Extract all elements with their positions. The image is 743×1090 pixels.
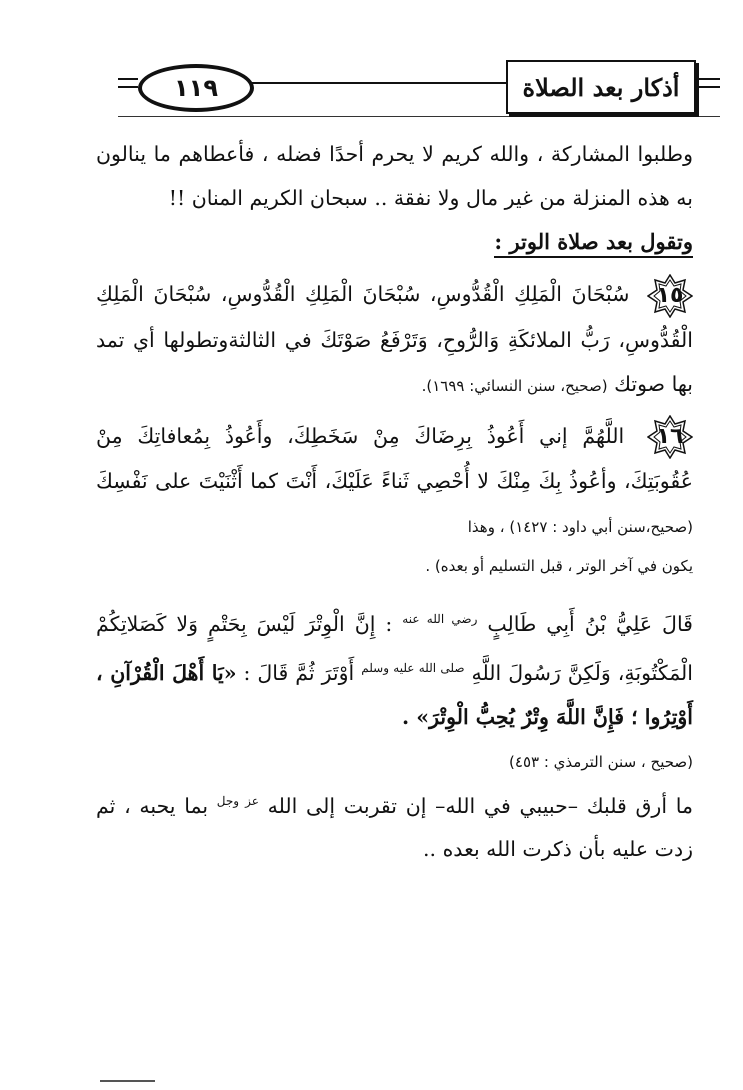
page-number: ١١٩ xyxy=(138,64,254,112)
dhikr-16-text: اللَّهُمَّ إني أَعُوذُ بِرِضَاكَ مِنْ سَخَطِكَ، وأَعُوذُ بِمُعافاتِكَ مِنْ عُقُوبَتِكَ، وأعُوذُ بِكَ مِنْكَ لا أُحْصِي ثَناءً عَلَيْكَ، أَنْتَ كما أَثْنَيْتَ على نَفْسِكَ xyxy=(96,423,693,493)
dhikr-15 xyxy=(96,272,693,408)
section-heading: وتقول بعد صلاة الوتر : xyxy=(96,220,693,264)
dhikr-16-note: يكون في آخر الوتر ، قبل التسليم أو بعده) . xyxy=(425,557,693,575)
number-badge-16: ١٦ xyxy=(647,415,693,459)
dhikr-15-text: سُبْحَانَ الْمَلِكِ الْقُدُّوسِ، سُبْحَانَ الْمَلِكِ الْقُدُّوسِ، سُبْحَانَ الْمَلِكِ الْقُدُّوسِ، رَبُّ الملائكَةِ وَالرُّوحِ، وَتَرْفَعُ صَوْتَكَ في الثالثةوتطولها أي تمد بها صوتك xyxy=(96,282,693,396)
dhikr-15-ref: (صحيح، سنن النسائي: ١٦٩٩). xyxy=(421,376,608,395)
page-header xyxy=(118,56,720,118)
footer-rule xyxy=(100,1080,155,1082)
page-title: أذكار بعد الصلاة xyxy=(506,60,696,114)
hadith-bold: «يَا أَهْلَ الْقُرْآنِ ، أَوْتِرُوا ؛ فَإِنَّ اللَّهَ وِتْرٌ يُحِبُّ الْوِتْرَ» . xyxy=(96,660,693,729)
ali-quote: قَالَ عَلِيُّ بْنُ أَبِي طَالِبٍ $^{رضي الله عنه}$ : إِنَّ الْوِتْرَ لَيْسَ بِحَتْمٍ وَلا كَصَلاتِكُمْ الْمَكْتُوبَةِ، وَلَكِنَّ رَسُولَ اللَّهِ $^{صلى الله عليه وسلم}$ أَوْتَرَ ثُمَّ قَالَ : «يَا أَهْلَ الْقُرْآنِ ، أَوْتِرُوا ؛ فَإِنَّ اللَّهَ وِتْرٌ يُحِبُّ الْوِتْرَ» . xyxy=(96,611,693,729)
dhikr-16 xyxy=(96,414,693,550)
honorific-azza-wajal: عز وجل xyxy=(216,793,259,808)
tirmidhi-ref: (صحيح ، سنن الترمذي : ٤٥٣) xyxy=(509,752,693,771)
honorific-salawat: صلى الله عليه وسلم xyxy=(361,660,465,675)
intro-paragraph: وطلبوا المشاركة ، والله كريم لا يحرم أحدًا فضله ، فأعطاهم ما ينالون به هذه المنزلة من غير مال ولا نفقة .. سبحان الكريم المنان !! xyxy=(96,142,693,210)
page-body xyxy=(96,132,693,871)
closing-paragraph: ما أرق قلبك –حبيبي في الله– إن تقربت إلى الله $^{عز وجل}$ بما يحبه ، ثم زدت عليه بأن ذكرت الله بعده .. xyxy=(96,793,693,862)
honorific-radiallahu: رضي الله عنه xyxy=(402,612,478,626)
number-badge-15: ١٥ xyxy=(647,274,693,318)
dhikr-16-ref: (صحيح،سنن أبي داود : ١٤٢٧) ، وهذا xyxy=(467,518,693,536)
